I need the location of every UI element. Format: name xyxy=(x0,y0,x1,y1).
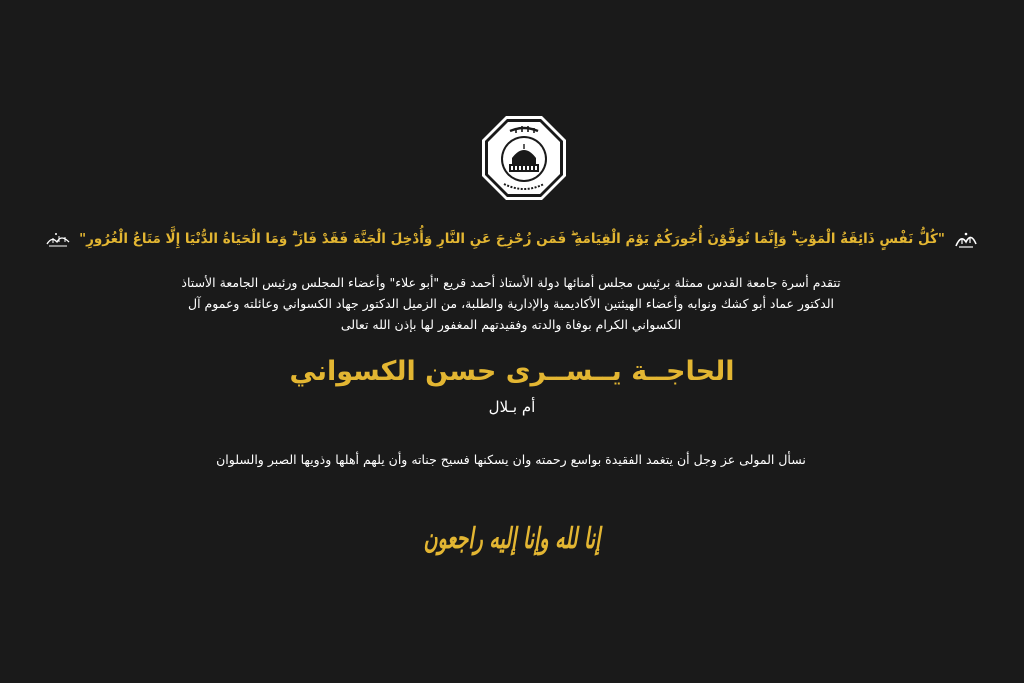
prayer-text: نسأل المولى عز وجل أن يتغمد الفقيدة بواسع رحمته وان يسكنها فسيح جناته وأن يلهم أهلها وذويها الصبر والسلوان xyxy=(216,452,806,467)
al-quds-university-logo xyxy=(480,114,568,202)
jalla-jalaluh-icon xyxy=(953,228,979,250)
calligraphy-text: إنا لله وإنا إليه راجعون xyxy=(423,522,601,556)
deceased-name: الحاجــة يــســرى حسن الكسواني xyxy=(289,356,735,387)
deceased-kunya: أم بـلال xyxy=(488,398,536,416)
quran-verse-text: "كُلُّ نَفْسٍ ذَائِقَةُ الْمَوْتِ ۗ وَإِنَّمَا تُوَفَّوْنَ أُجُورَكُمْ يَوْمَ الْقِيَامَةِ ۖ فَمَن زُحْزِحَ عَنِ النَّارِ وَأُدْخِلَ الْجَنَّةَ فَقَدْ فَازَ ۗ وَمَا الْحَيَاةُ الدُّنْيَا إِلَّا مَتَاعُ الْغُرُورِ" xyxy=(79,231,945,247)
dome-of-the-rock-emblem-icon xyxy=(480,114,568,202)
sadaqa-allah-icon xyxy=(45,228,71,250)
condolence-announcement xyxy=(150,272,872,335)
inna-lillahi-calligraphy xyxy=(418,510,606,568)
announcement-line: الدكتور عماد أبو كشك ونوابه وأعضاء الهيئتين الأكاديمية والإدارية والطلبة، من الزميل الدكتور جهاد الكسواني وعائلته وعموم آل xyxy=(188,296,834,311)
quran-verse-row xyxy=(79,224,945,254)
announcement-line: تتقدم أسرة جامعة القدس ممثلة برئيس مجلس أمنائها دولة الأستاذ أحمد قريع "أبو علاء" وأعضاء المجلس ورئيس الجامعة الأستاذ xyxy=(181,275,841,290)
announcement-line: الكسواني الكرام بوفاة والدته وفقيدتهم المغفور لها بإذن الله تعالى xyxy=(340,317,682,332)
